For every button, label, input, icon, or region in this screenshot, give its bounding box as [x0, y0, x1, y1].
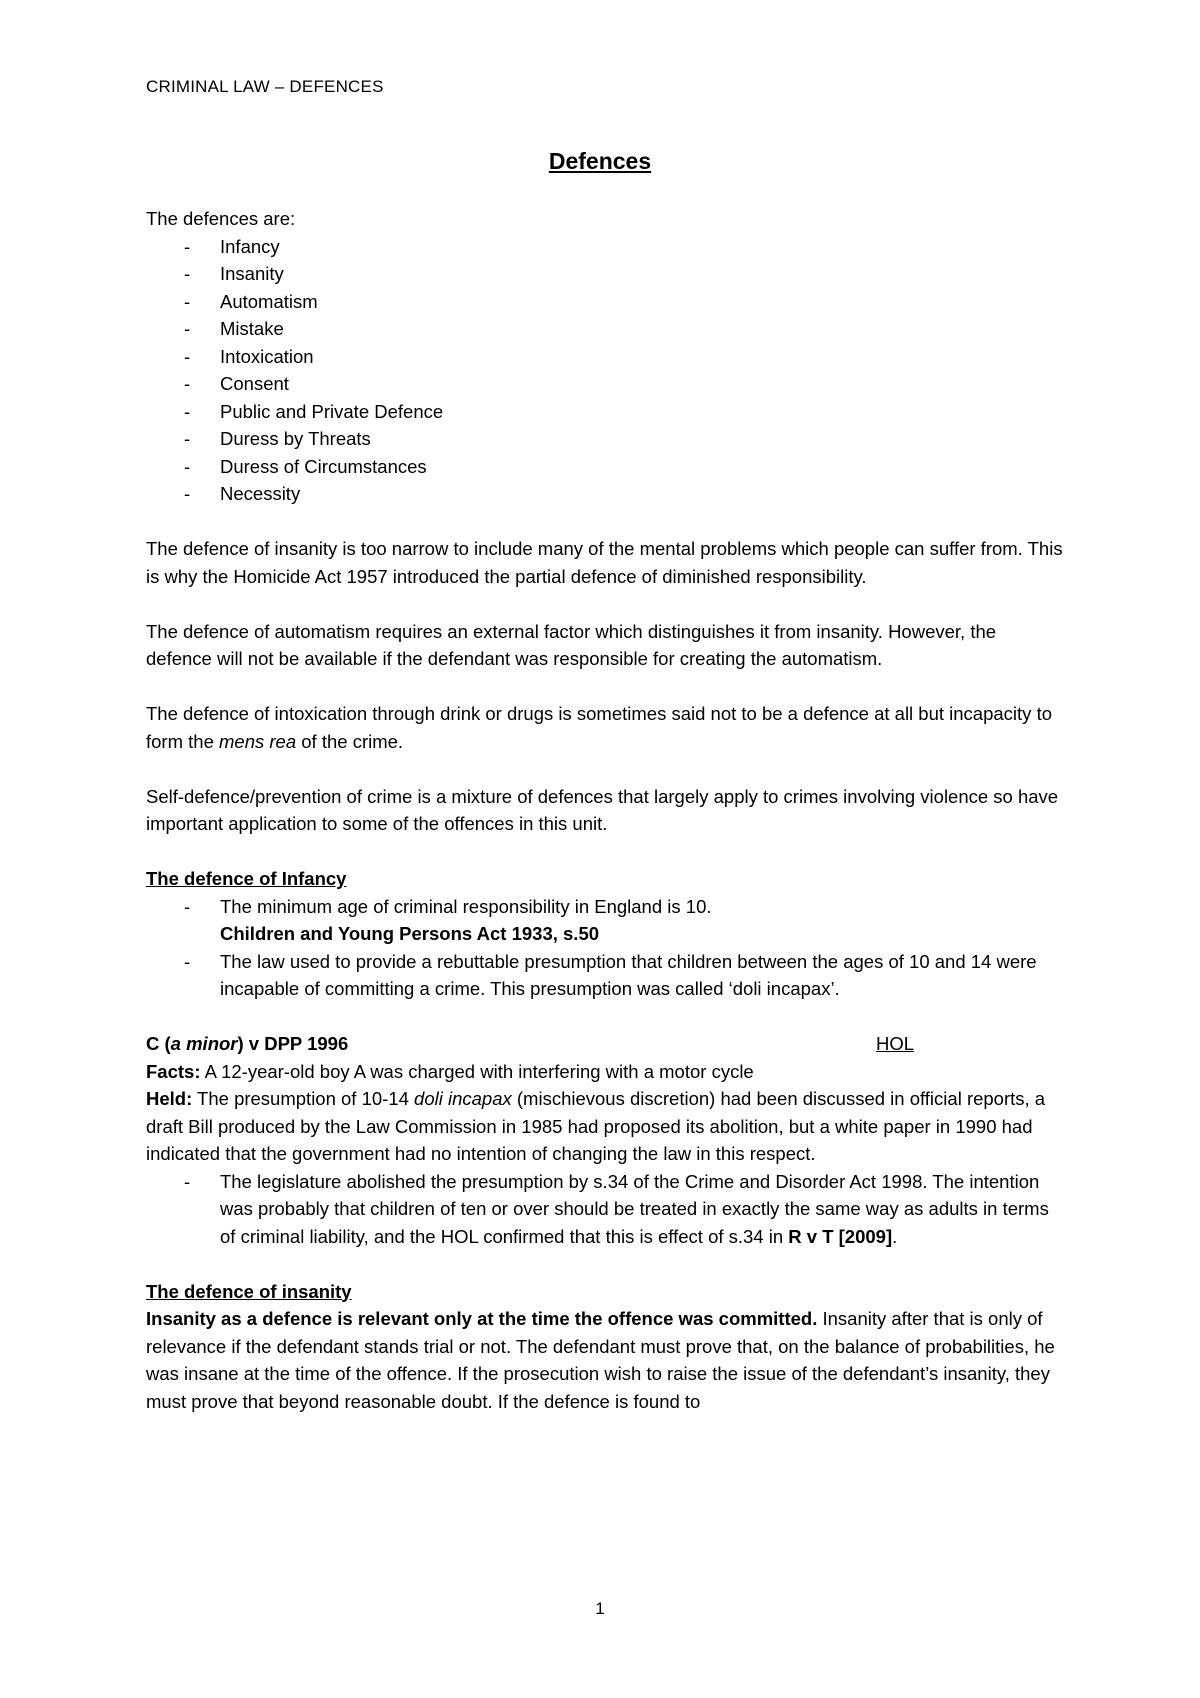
case-facts: [146, 1058, 1066, 1086]
case-court: HOL: [876, 1033, 915, 1054]
facts-label: Facts:: [146, 1060, 201, 1082]
list-item: - Necessity: [146, 480, 1066, 508]
insanity-heading: The defence of insanity: [146, 1280, 352, 1302]
list-item: - Public and Private Defence: [146, 398, 1066, 426]
text-run: Insanity after that is only of relevance if the defendant stands trial or not. The defendant must prove that, on the balance of probabilities, he was insane at the time of the offence. If the prosecution wish to raise the issue of the defendant’s insanity, they must prove that beyond reasonable doubt. If the defence is found to: [146, 1308, 1055, 1412]
held-label: Held:: [146, 1088, 193, 1109]
text-run: C (: [146, 1033, 171, 1054]
list-item: - Automatism: [146, 288, 1066, 316]
list-item: - Intoxication: [146, 343, 1066, 371]
text-run: A 12-year-old boy A was charged with interfering with a motor cycle: [200, 1060, 754, 1082]
intoxication-paragraph: [146, 700, 1066, 755]
list-item: - Duress of Circumstances: [146, 453, 1066, 481]
text-run: of the crime.: [296, 730, 404, 752]
insanity-lead: Insanity as a defence is relevant only at the time the offence was committed.: [146, 1308, 818, 1329]
document-body: [146, 205, 1066, 1415]
list-item: - Mistake: [146, 315, 1066, 343]
page-number: 1: [595, 1599, 605, 1618]
statute-reference: Children and Young Persons Act 1933, s.50: [220, 923, 600, 944]
list-item: [146, 1168, 1066, 1251]
text-run: ) v DPP 1996: [237, 1033, 349, 1054]
list-item: - Insanity: [146, 260, 1066, 288]
infancy-points-continued: [146, 1168, 1066, 1251]
page-title: Defences: [548, 148, 652, 174]
case-name: [146, 1033, 348, 1054]
mens-rea-term: mens rea: [219, 730, 297, 752]
defences-list: [146, 233, 1066, 508]
insanity-section-text: [146, 1305, 1066, 1415]
running-header: CRIMINAL LAW – DEFENCES: [146, 77, 384, 96]
intro-text: The defences are:: [146, 208, 296, 229]
doli-incapax-term: doli incapax: [414, 1088, 512, 1109]
list-item: - Consent: [146, 370, 1066, 398]
list-item: [146, 893, 1066, 948]
case-title: [146, 1030, 1066, 1058]
text-run: .: [892, 1225, 898, 1247]
list-item: - Duress by Threats: [146, 425, 1066, 453]
case-reference: R v T [2009]: [788, 1225, 893, 1247]
automatism-paragraph: The defence of automatism requires an external factor which distinguishes it from insanity. However, the defence will not be available if the defendant was responsible for creating the automatism.: [146, 620, 997, 669]
text-run: The defence of intoxication through drink or drugs is sometimes said not to be a defence at all but incapacity to form the: [146, 703, 1052, 752]
text-run: a minor: [170, 1033, 238, 1054]
infancy-points: [146, 893, 1066, 1003]
list-item: - The law used to provide a rebuttable presumption that children between the ages of 10 and 14 were incapable of committing a crime. This presumption was called ‘doli incapax’.: [146, 948, 1066, 1003]
text-run: The legislature abolished the presumption by s.34 of the Crime and Disorder Act 1998. The intention was probably that children of ten or over should be treated in exactly the same way as adults in terms of criminal liability, and the HOL confirmed that this is effect of s.34 in: [220, 1170, 1049, 1247]
self-defence-paragraph: Self-defence/prevention of crime is a mixture of defences that largely apply to crimes involving violence so have important application to some of the offences in this unit.: [146, 785, 1059, 834]
insanity-paragraph: The defence of insanity is too narrow to include many of the mental problems which people can suffer from. This is why the Homicide Act 1957 introduced the partial defence of diminished responsibility.: [146, 538, 1063, 587]
text-run: (mischievous discretion) had been discussed in official reports, a draft Bill produced by the Law Commission in 1985 had proposed its abolition, but a white paper in 1990 had indicated that the government had no intention of changing the law in this respect.: [146, 1088, 1046, 1164]
infancy-point-1: The minimum age of criminal responsibility in England is 10.: [220, 895, 712, 917]
infancy-heading: The defence of Infancy: [146, 868, 347, 889]
text-run: The presumption of 10-14: [192, 1088, 415, 1109]
case-held: [146, 1085, 1066, 1168]
list-item: - Infancy: [146, 233, 1066, 261]
